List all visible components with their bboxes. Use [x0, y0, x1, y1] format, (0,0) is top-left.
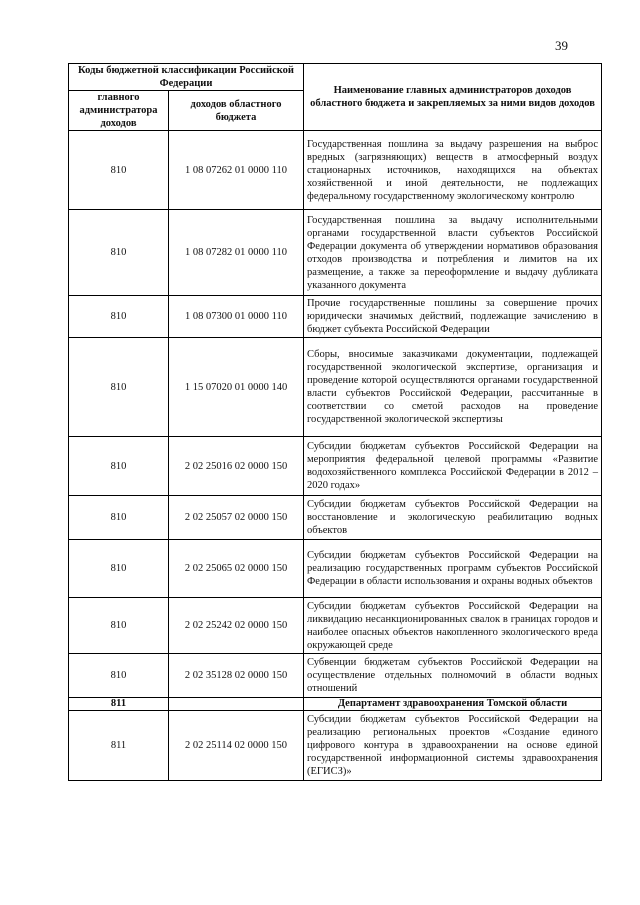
income-name: Субсидии бюджетам субъектов Российской Федерации на реализацию региональных проектов «Создание единого цифрового контура в здравоохранении на основе единой государственной информационной системы здравоохранения (ЕГИСЗ)» [304, 711, 602, 781]
admin-code: 810 [69, 654, 169, 698]
admin-code: 810 [69, 131, 169, 210]
income-name: Прочие государственные пошлины за совершение прочих юридически значимых действий, подлежащие зачислению в бюджет субъекта Российской Федерации [304, 296, 602, 338]
income-name: Субсидии бюджетам субъектов Российской Федерации на восстановление и экологическую реабилитацию водных объектов [304, 496, 602, 540]
header-codes-group: Коды бюджетной классификации Российской Федерации [69, 64, 304, 91]
income-code: 2 02 35128 02 0000 150 [169, 654, 304, 698]
table-row [69, 131, 602, 210]
income-code: 2 02 25242 02 0000 150 [169, 598, 304, 654]
income-name: Государственная пошлина за выдачу исполнительными органами государственной власти субъектов Российской Федерации документа об утверждении нормативов образования отходов производства и потребления и лимитов на их размещение, а также за переоформление и выдачу дубликата указанного документа [304, 210, 602, 296]
table-row [69, 711, 602, 781]
table-row [69, 540, 602, 598]
income-name: Сборы, вносимые заказчиками документации, подлежащей государственной экологической экспертизе, организация и проведение которой осуществляются органами государственной власти субъектов Российской Федерации, рассчитанные в соответствии со сметой расходов на проведение государственной экологической экспертизы [304, 338, 602, 437]
header-income-column: доходов областного бюджета [169, 91, 304, 131]
admin-code: 810 [69, 210, 169, 296]
page-number: 39 [555, 38, 568, 53]
income-code: 1 08 07300 01 0000 110 [169, 296, 304, 338]
table-row [69, 338, 602, 437]
income-code: 2 02 25016 02 0000 150 [169, 437, 304, 496]
income-name: Субсидии бюджетам субъектов Российской Федерации на мероприятия федеральной целевой программы «Развитие водохозяйственного комплекса Российской Федерации в 2012 – 2020 годах» [304, 437, 602, 496]
admin-code: 810 [69, 296, 169, 338]
income-name: Субсидии бюджетам субъектов Российской Федерации на ликвидацию несанкционированных свалок в границах городов и наиболее опасных объектов накопленного экологического вреда окружающей среде [304, 598, 602, 654]
income-name: Субвенции бюджетам субъектов Российской Федерации на осуществление отдельных полномочий в области водных отношений [304, 654, 602, 698]
admin-code: 810 [69, 496, 169, 540]
admin-code: 810 [69, 598, 169, 654]
income-code: 1 08 07282 01 0000 110 [169, 210, 304, 296]
income-code: 1 08 07262 01 0000 110 [169, 131, 304, 210]
income-code: 2 02 25057 02 0000 150 [169, 496, 304, 540]
income-name: Государственная пошлина за выдачу разрешения на выброс вредных (загрязняющих) веществ в атмосферный воздух стационарных источников, находящихся на объектах хозяйственной и иной деятельности, не подлежащих федеральному государственному экологическому контролю [304, 131, 602, 210]
table-row [69, 210, 602, 296]
department-name: Департамент здравоохранения Томской области [304, 698, 602, 711]
department-row [69, 698, 602, 711]
header-name-column: Наименование главных администраторов доходов областного бюджета и закрепляемых за ними видов доходов [304, 64, 602, 131]
income-name: Субсидии бюджетам субъектов Российской Федерации на реализацию государственных программ субъектов Российской Федерации в области использования и охраны водных объектов [304, 540, 602, 598]
table-row [69, 437, 602, 496]
table-row [69, 496, 602, 540]
department-empty-cell [169, 698, 304, 711]
table-row [69, 598, 602, 654]
income-code: 1 15 07020 01 0000 140 [169, 338, 304, 437]
admin-code: 810 [69, 540, 169, 598]
income-code: 2 02 25065 02 0000 150 [169, 540, 304, 598]
header-admin-column: главного администратора доходов [69, 91, 169, 131]
admin-code: 810 [69, 338, 169, 437]
budget-classification-table [68, 63, 602, 781]
table-row [69, 296, 602, 338]
table-row [69, 654, 602, 698]
admin-code: 810 [69, 437, 169, 496]
department-admin-code: 811 [69, 698, 169, 711]
admin-code: 811 [69, 711, 169, 781]
income-code: 2 02 25114 02 0000 150 [169, 711, 304, 781]
